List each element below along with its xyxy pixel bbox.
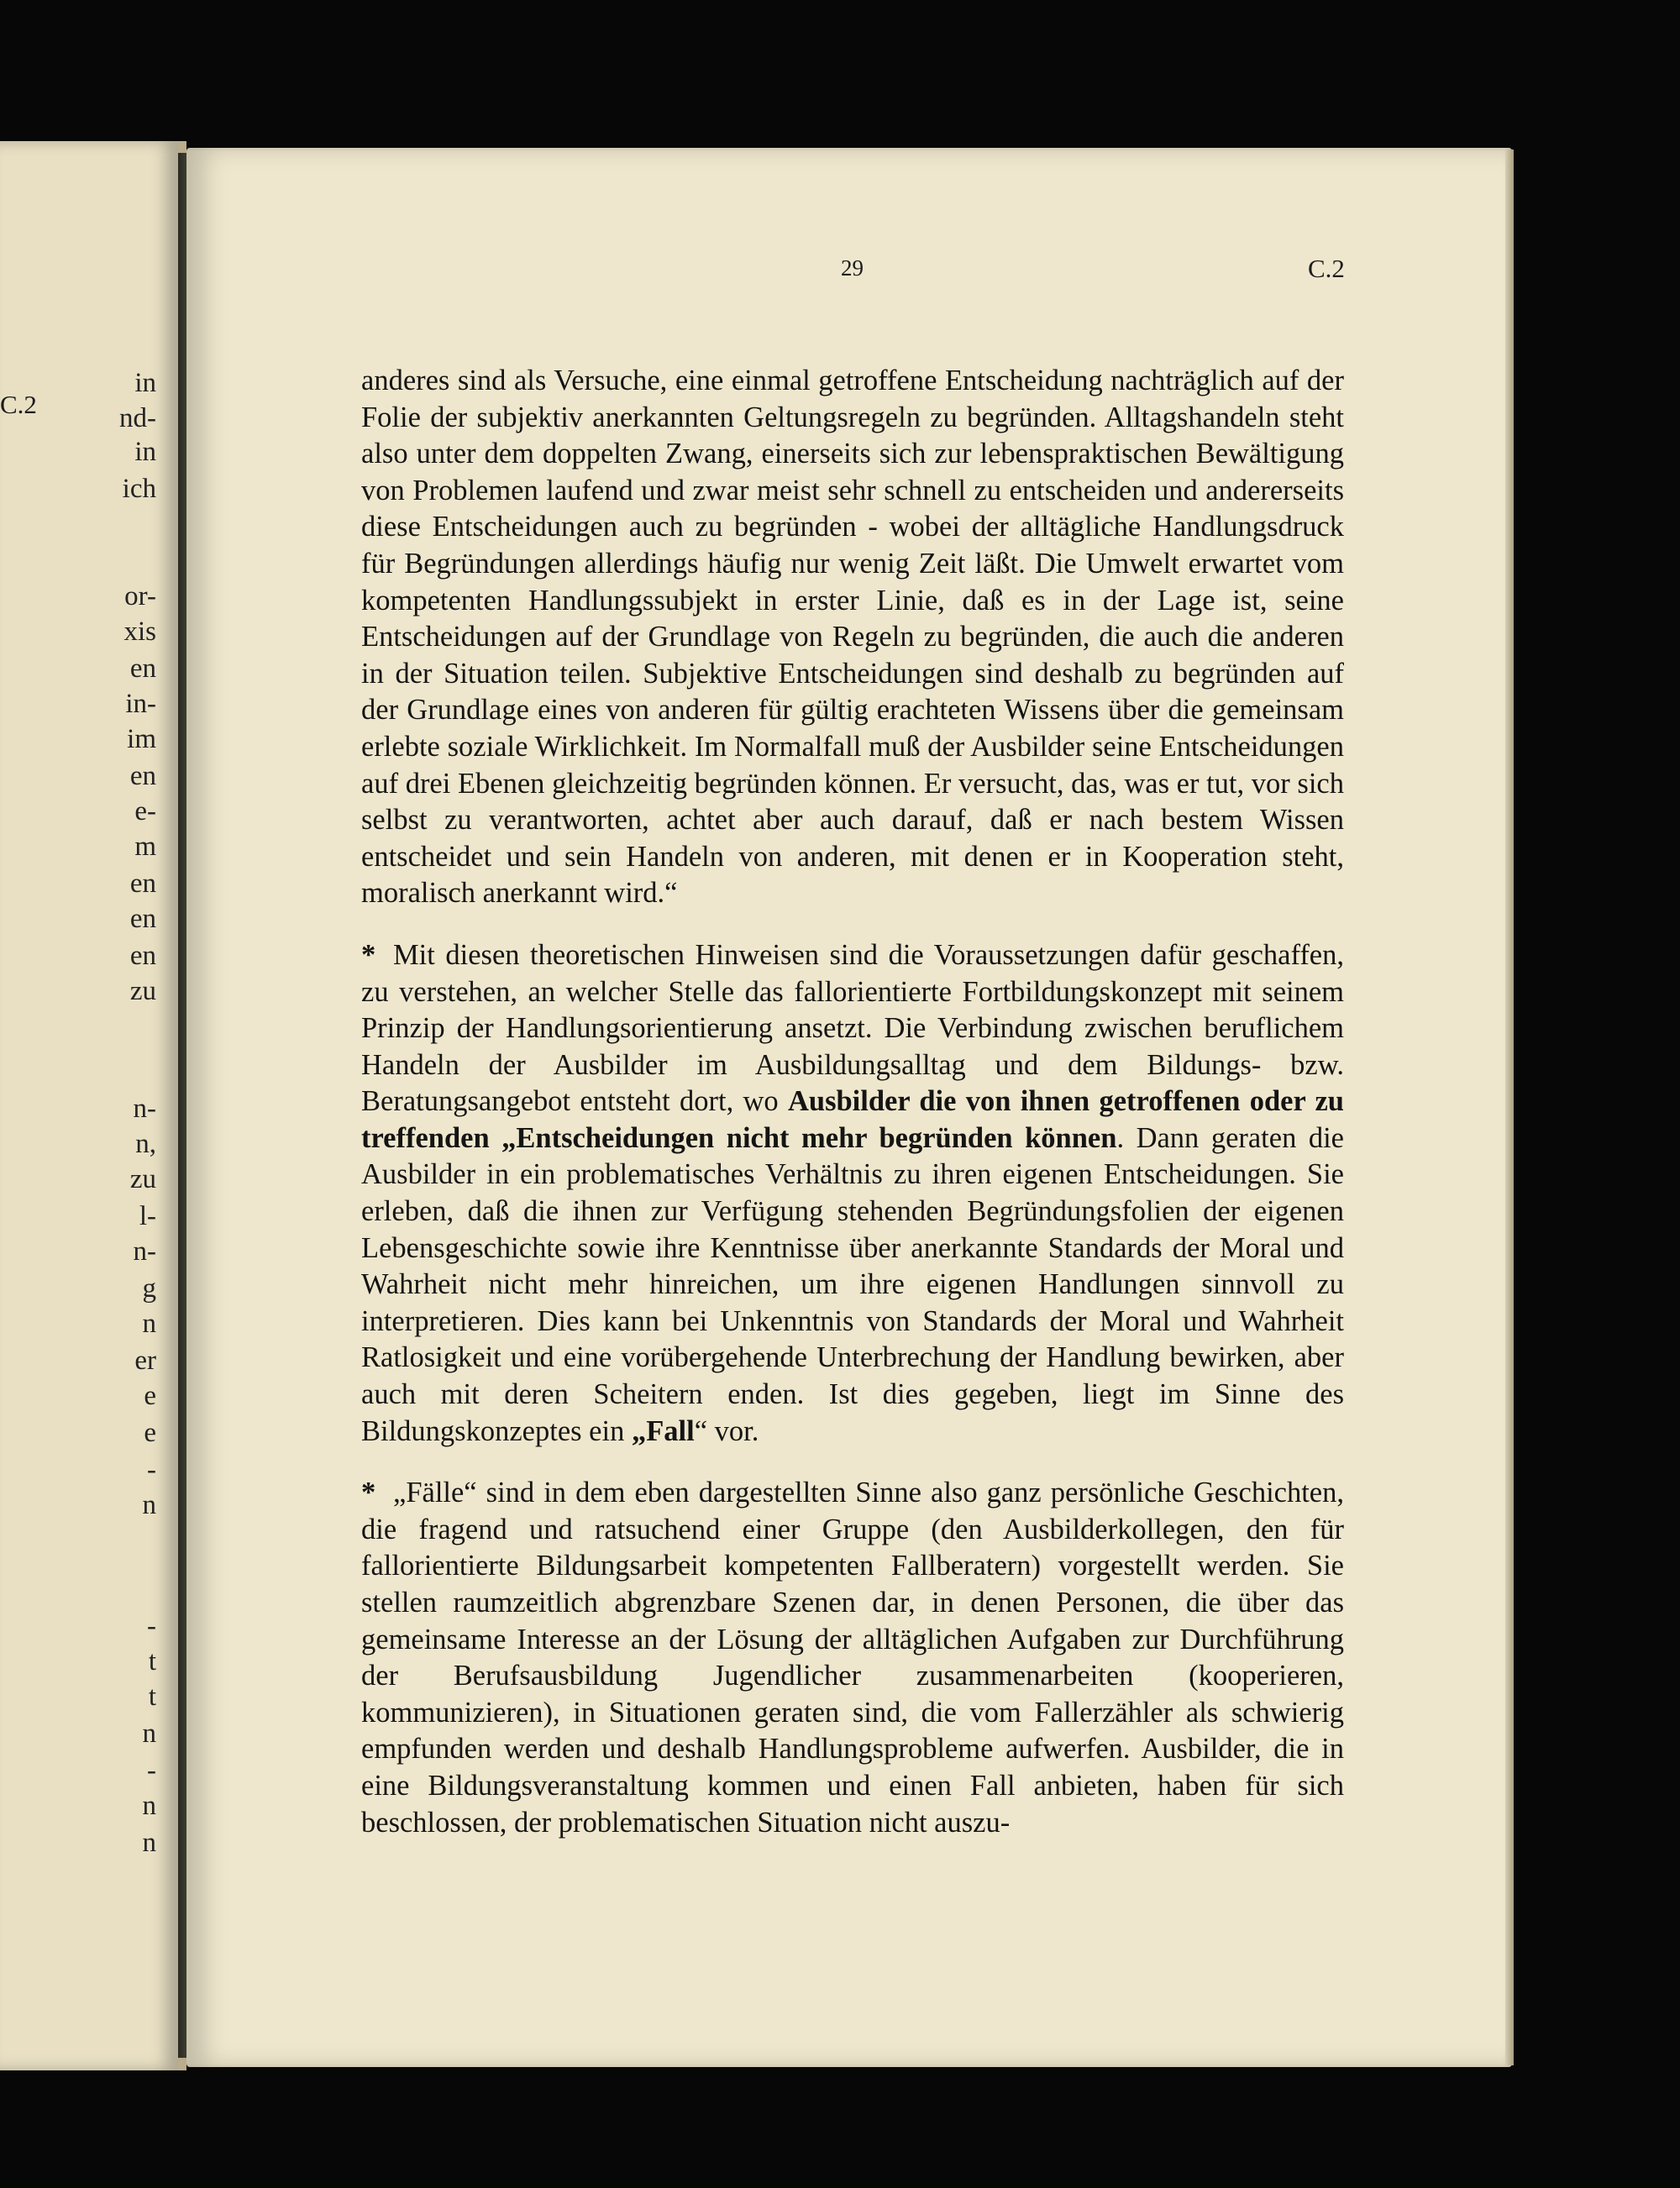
paragraph-2-text-middle: . Dann geraten die Ausbilder in ein problematisches Verhältnis zu ihren eigenen Entscheidungen. Sie erleben, daß die ihnen zur Verfügung stehenden Begründungsfolien der eigenen Lebensgeschichte sowie ihre Kenntnisse über anerkannte Standards der Moral und Wahrheit nicht mehr hinreichen, um ihre eigenen Handlungen sinnvoll zu interpretieren. Dies kann bei Unkenntnis von Standards der Moral und Wahrheit Ratlosigkeit und eine vorübergehende Unterbrechung der Handlung bewirken, aber auch mit deren Scheitern enden. Ist dies gegeben, liegt im Sinne des Bildungskonzeptes ein [361,1121,1344,1447]
paragraph-2-emphasis: Ausbilder die von ihnen getroffenen oder zu treffenden „Entscheidungen nicht mehr begründen können [361,1085,1344,1154]
left-facing-page [0,141,186,2070]
fall-term: „Fall [631,1414,695,1447]
left-page-fragment: en [129,868,156,899]
asterisk-bullet: * [361,938,376,971]
left-page-fragment: er [134,1346,156,1376]
left-page-fragment: en [129,653,156,684]
left-page-fragment: n, [135,1129,156,1159]
paragraph-2 [361,937,1344,1450]
paragraph-2-text-end: “ vor. [694,1414,759,1447]
left-page-fragment: in [134,368,156,398]
left-page-fragment: n [142,1309,156,1339]
left-page-header: C.2 [0,390,37,419]
left-page-fragment: e- [134,796,156,826]
left-page-fragment: m [134,832,156,862]
page-edge [1505,150,1514,2065]
left-page-fragment: n- [133,1236,156,1267]
left-page-fragment: t [148,1682,156,1712]
running-head: C.2 [1308,254,1345,283]
left-page-fragment: zu [129,1164,156,1194]
body-text [361,363,1344,1841]
left-page-fragment: en [129,941,156,971]
paragraph-1 [361,363,1344,912]
left-page-fragment: - [147,1611,156,1641]
left-page-fragment: - [147,1755,156,1786]
left-page-fragment: n [142,1718,156,1749]
left-page-fragment: - [147,1455,156,1485]
left-page-fragment: or- [124,581,156,611]
left-page-fragment: nd- [119,403,156,433]
left-page-fragment: e [144,1381,156,1411]
asterisk-bullet: * [361,1477,376,1509]
left-page-fragment: ich [122,474,156,504]
left-page-fragment: l- [139,1201,156,1231]
left-page-fragment: n [142,1828,156,1858]
left-page-fragment: in [134,437,156,467]
left-page-fragment: n [142,1490,156,1520]
left-page-fragment: xis [123,617,156,647]
left-page-fragment: en [129,761,156,791]
paragraph-3 [361,1475,1344,1841]
left-page-fragment: en [129,904,156,934]
left-page-fragment: g [142,1273,156,1304]
left-page-fragment: im [127,724,156,754]
left-page-fragment: e [144,1418,156,1448]
left-page-fragment: n- [133,1094,156,1124]
paragraph-2-text-start: Mit diesen theoretischen Hinweisen sind die Voraussetzungen dafür geschaffen, zu verstehen, an welcher Stelle das fallorientierte Fortbildungskonzept mit seinem Prinzip der Handlungsorientierung ansetzt. Die Verbindung zwischen beruflichem Handeln der Ausbilder im Ausbildungsalltag und dem Bildungs- bzw. Beratungsangebot entsteht dort, wo [361,938,1344,1118]
left-page-fragment: n [142,1791,156,1821]
paragraph-1-text: anderes sind als Versuche, eine einmal getroffene Entscheidung nachträglich auf der Folie der subjektiv anerkannten Geltungsregeln zu begründen. Alltagshandeln steht also unter dem doppelten Zwang, einerseits sich zur lebenspraktischen Bewältigung von Problemen laufend und zwar meist sehr schnell zu entscheiden und andererseits diese Entscheidungen auch zu begründen - wobei der alltägliche Handlungsdruck für Begründungen allerdings häufig nur wenig Zeit läßt. Die Umwelt erwartet vom kompetenten Handlungssubjekt in erster Linie, daß es in der Lage ist, seine Entscheidungen auf der Grundlage von Regeln zu begründen, die auch die anderen in der Situation teilen. Subjektive Entscheidungen sind deshalb zu begründen auf der Grundlage eines von anderen für gültig erachteten Wissens über die gemeinsam erlebte soziale Wirklichkeit. Im Normalfall muß der Ausbilder seine Entscheidungen auf drei Ebenen gleichzeitig begründen können. Er versucht, das, was er tut, vor sich selbst zu verantworten, achtet aber auch darauf, daß er nach bestem Wissen entscheidet und sein Handeln von anderen, mit denen er in Kooperation steht, moralisch anerkannt wird.“ [361,365,1344,910]
paragraph-3-text: „Fälle“ sind in dem eben dargestellten Sinne also ganz persönliche Geschichten, die fragend und ratsuchend einer Gruppe (den Ausbilderkollegen, den für fallorientierte Bildungsarbeit kompetenten Fallberatern) vorgestellt werden. Sie stellen raumzeitlich abgrenzbare Szenen dar, in denen Personen, die über das gemeinsame Interesse an der Lösung der alltäglichen Aufgaben zur Durchführung der Berufsausbildung Jugendlicher zusammenarbeiten (kooperieren, kommunizieren), in Situationen geraten sind, die vom Fallerzähler als schwierig empfunden werden und deshalb Handlungsprobleme aufwerfen. Ausbilder, die in eine Bildungsveranstaltung kommen und einen Fall anbieten, haben für sich beschlossen, der problematischen Situation nicht auszu- [361,1477,1344,1839]
page-number: 29 [841,255,864,281]
left-page-fragment: t [148,1646,156,1676]
left-page-fragment: in- [125,689,156,719]
left-page-fragment: zu [129,976,156,1006]
